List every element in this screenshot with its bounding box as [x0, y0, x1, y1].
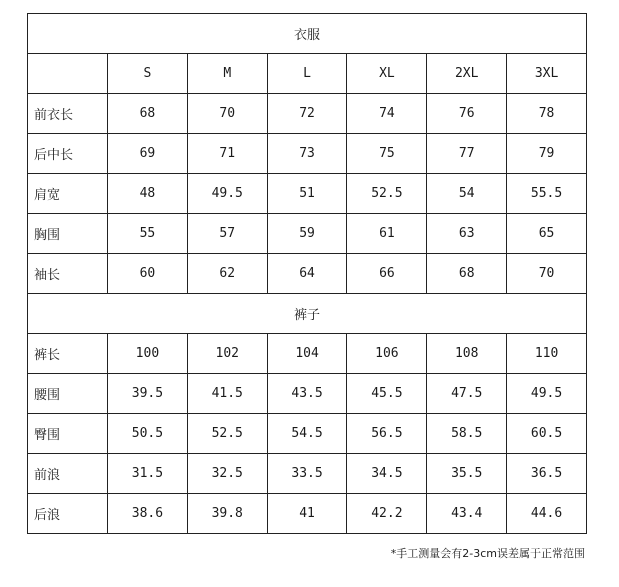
measurement-value: 55.5 [507, 174, 587, 214]
measurement-value: 60.5 [507, 414, 587, 454]
measurement-value: 65 [507, 214, 587, 254]
measurement-value: 71 [187, 134, 267, 174]
measurement-value: 56.5 [347, 414, 427, 454]
measurement-value: 51 [267, 174, 347, 214]
measurement-value: 70 [507, 254, 587, 294]
measurement-label: 前衣长 [28, 94, 108, 134]
measurement-value: 45.5 [347, 374, 427, 414]
measurement-value: 49.5 [187, 174, 267, 214]
tops-measurement-row [28, 94, 587, 134]
size-header-row [28, 54, 587, 94]
measurement-value: 54.5 [267, 414, 347, 454]
size-header-cell: L [267, 54, 347, 94]
measurement-value: 76 [427, 94, 507, 134]
size-header-cell: 2XL [427, 54, 507, 94]
measurement-label: 后浪 [28, 494, 108, 534]
tops-section-title: 衣服 [28, 14, 587, 54]
measurement-value: 68 [427, 254, 507, 294]
measurement-label: 肩宽 [28, 174, 108, 214]
measurement-value: 43.5 [267, 374, 347, 414]
measurement-value: 75 [347, 134, 427, 174]
measurement-value: 35.5 [427, 454, 507, 494]
measurement-value: 32.5 [187, 454, 267, 494]
measurement-value: 47.5 [427, 374, 507, 414]
measurement-value: 41 [267, 494, 347, 534]
measurement-value: 61 [347, 214, 427, 254]
pants-measurement-row [28, 454, 587, 494]
measurement-value: 110 [507, 334, 587, 374]
measurement-label: 腰围 [28, 374, 108, 414]
measurement-value: 68 [108, 94, 188, 134]
measurement-value: 108 [427, 334, 507, 374]
measurement-value: 48 [108, 174, 188, 214]
size-header-cell: M [187, 54, 267, 94]
pants-measurement-row [28, 334, 587, 374]
measurement-value: 63 [427, 214, 507, 254]
measurement-label: 袖长 [28, 254, 108, 294]
measurement-value: 74 [347, 94, 427, 134]
measurement-value: 52.5 [187, 414, 267, 454]
measurement-value: 44.6 [507, 494, 587, 534]
size-chart-table [27, 13, 587, 534]
pants-title-row [28, 294, 587, 334]
measurement-value: 79 [507, 134, 587, 174]
measurement-value: 72 [267, 94, 347, 134]
measurement-label: 裤长 [28, 334, 108, 374]
tops-title-row [28, 14, 587, 54]
measurement-value: 54 [427, 174, 507, 214]
size-header-cell: 3XL [507, 54, 587, 94]
measurement-value: 39.5 [108, 374, 188, 414]
tops-measurement-row [28, 134, 587, 174]
measurement-value: 41.5 [187, 374, 267, 414]
measurement-value: 55 [108, 214, 188, 254]
measurement-value: 77 [427, 134, 507, 174]
measurement-value: 39.8 [187, 494, 267, 534]
size-header-cell: S [108, 54, 188, 94]
measurement-value: 43.4 [427, 494, 507, 534]
measurement-value: 66 [347, 254, 427, 294]
measurement-label: 臀围 [28, 414, 108, 454]
measurement-value: 38.6 [108, 494, 188, 534]
measurement-value: 73 [267, 134, 347, 174]
measurement-value: 49.5 [507, 374, 587, 414]
measurement-value: 70 [187, 94, 267, 134]
measurement-value: 36.5 [507, 454, 587, 494]
measurement-footnote: *手工测量会有2-3cm误差属于正常范围 [390, 547, 585, 560]
measurement-value: 42.2 [347, 494, 427, 534]
measurement-value: 78 [507, 94, 587, 134]
measurement-value: 33.5 [267, 454, 347, 494]
measurement-value: 31.5 [108, 454, 188, 494]
measurement-value: 34.5 [347, 454, 427, 494]
measurement-value: 60 [108, 254, 188, 294]
header-corner-cell [28, 54, 108, 94]
measurement-value: 57 [187, 214, 267, 254]
size-header-cell: XL [347, 54, 427, 94]
measurement-value: 58.5 [427, 414, 507, 454]
measurement-value: 52.5 [347, 174, 427, 214]
pants-measurement-row [28, 494, 587, 534]
pants-measurement-row [28, 414, 587, 454]
pants-measurement-row [28, 374, 587, 414]
measurement-value: 106 [347, 334, 427, 374]
measurement-value: 50.5 [108, 414, 188, 454]
measurement-value: 59 [267, 214, 347, 254]
tops-measurement-row [28, 254, 587, 294]
measurement-value: 64 [267, 254, 347, 294]
pants-section-title: 裤子 [28, 294, 587, 334]
measurement-label: 前浪 [28, 454, 108, 494]
measurement-value: 69 [108, 134, 188, 174]
measurement-label: 后中长 [28, 134, 108, 174]
measurement-value: 62 [187, 254, 267, 294]
measurement-value: 102 [187, 334, 267, 374]
tops-measurement-row [28, 174, 587, 214]
tops-measurement-row [28, 214, 587, 254]
measurement-value: 100 [108, 334, 188, 374]
measurement-label: 胸围 [28, 214, 108, 254]
measurement-value: 104 [267, 334, 347, 374]
